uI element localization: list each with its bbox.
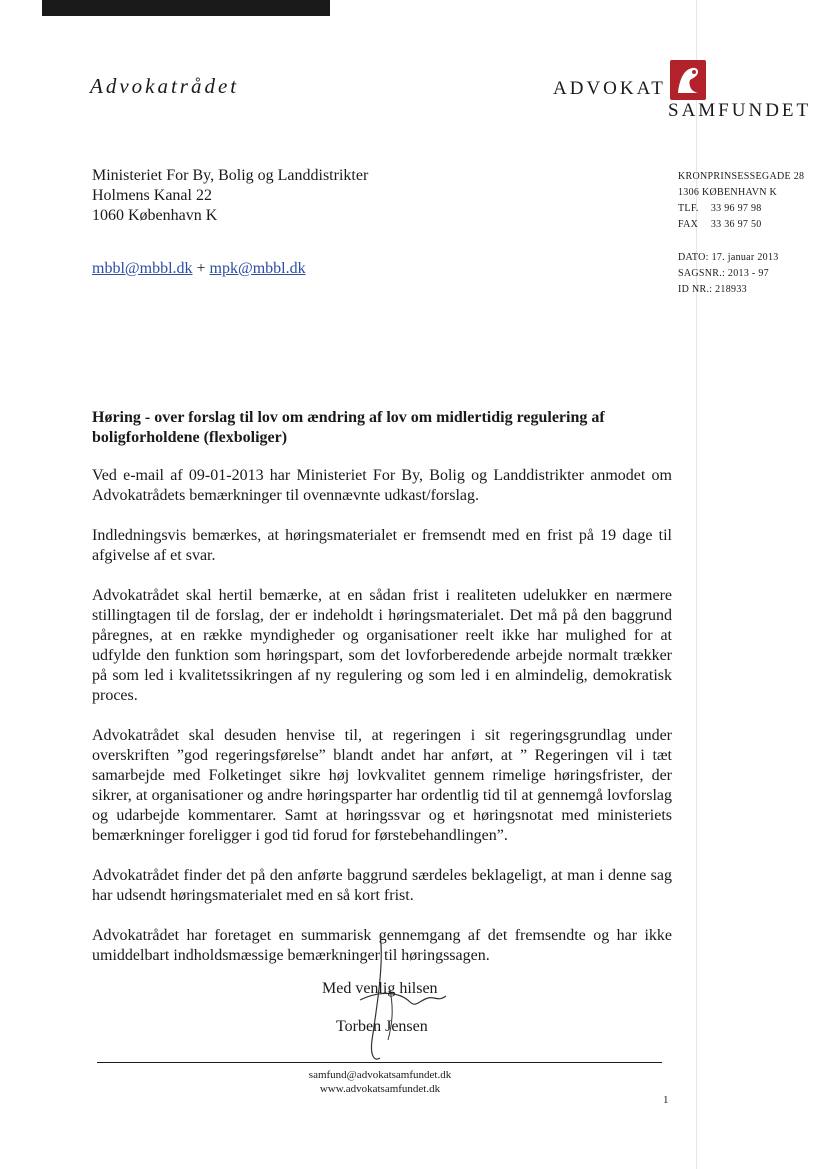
letter-meta (678, 250, 779, 298)
email-separator: + (192, 260, 210, 277)
fax-number: 33 36 97 50 (710, 219, 762, 230)
footer-divider (97, 1062, 662, 1063)
letter-subject: Høring - over forslag til lov om ændring af lov om midlertidig regulering af boligforholdene (flexboliger) (92, 409, 605, 446)
sender-street: KRONPRINSESSEGADE 28 (678, 171, 805, 182)
signer-name: Torben Jensen (336, 1018, 428, 1035)
recipient-address (92, 166, 368, 226)
letter-paragraph: Advokatrådet skal desuden henvise til, at regeringen i sit regeringsgrundlag under overskriften ”god regeringsførelse” blandt andet har anført, at ” Regeringen vil i tæt samarbejde med Folketinget sikre høj lovkvalitet gennem rimelige høringsfrister, der sikrer, at organisationer og andre høringsparter har ordentlig tid til at gennemgå lovforslag og udarbejde kommentarer. Samt at høringssvar og et høringsnotat med ministeriets bemærkninger foreligger i god tid forud for førstebehandlingen”. (92, 727, 672, 844)
sender-fax (678, 217, 804, 233)
meta-id-number: ID NR.: 218933 (678, 284, 747, 295)
phone-number: 33 96 97 98 (710, 203, 762, 214)
phone-label: TLF. (678, 203, 699, 214)
advokatsamfundet-wordmark-bottom: SAMFUNDET (668, 100, 812, 121)
footer-email: samfund@advokatsamfundet.dk (308, 1069, 452, 1081)
letter-paragraph: Indledningsvis bemærkes, at høringsmaterialet er fremsendt med en frist på 19 dage til afgivelse af et svar. (92, 527, 672, 564)
advokatraadet-wordmark: Advokatrådet (90, 74, 240, 98)
page-number: 1 (663, 1094, 669, 1106)
recipient-line: Ministeriet For By, Bolig og Landdistrikter (92, 167, 369, 184)
handwritten-signature (350, 930, 450, 1070)
letter-paragraph: Advokatrådet finder det på den anførte baggrund særdeles beklageligt, at man i denne sag har udsendt høringsmaterialet med en så kort frist. (92, 867, 672, 904)
meta-date: DATO: 17. januar 2013 (678, 252, 779, 263)
footer-website: www.advokatsamfundet.dk (319, 1083, 441, 1095)
sender-address (678, 169, 804, 233)
advokatsamfundet-wordmark-top: ADVOKAT (553, 78, 666, 99)
top-black-bar (42, 0, 330, 16)
closing-greeting: Med venlig hilsen (322, 980, 438, 997)
email-link-mpk[interactable]: mpk@mbbl.dk (209, 260, 306, 277)
letter-body (92, 408, 672, 986)
fax-label: FAX (678, 219, 699, 230)
recipient-line: 1060 København K (92, 207, 218, 224)
advokatsamfundet-logo-icon (670, 60, 706, 100)
letter-paragraph: Advokatrådet har foretaget en summarisk gennemgang af det fremsendte og har ikke umiddelbart indholdsmæssige bemærkninger til høringssagen. (92, 927, 672, 964)
email-link-mbbl[interactable]: mbbl@mbbl.dk (92, 260, 193, 277)
footer (0, 1068, 760, 1096)
letter-paragraph: Ved e-mail af 09-01-2013 har Ministeriet For By, Bolig og Landdistrikter anmodet om Advokatrådets bemærkninger til ovennævnte udkast/forslag. (92, 467, 672, 504)
meta-case-number: SAGSNR.: 2013 - 97 (678, 268, 769, 279)
letter-paragraph: Advokatrådet skal hertil bemærke, at en sådan frist i realiteten udelukker en nærmere stillingtagen til de forslag, der er indeholdt i høringsmaterialet. Det må på den baggrund påregnes, at en række myndigheder og organisationer reelt ikke har mulighed for at udfylde den funktion som høringspart, som det lovforberedende arbejde normalt trækker på som led i kvalitetssikringen af ny regulering og som led i en almindelig, demokratisk proces. (92, 587, 672, 704)
sender-phone (678, 201, 804, 217)
recipient-line: Holmens Kanal 22 (92, 187, 212, 204)
sender-city: 1306 KØBENHAVN K (678, 187, 778, 198)
recipient-emails (92, 260, 306, 278)
